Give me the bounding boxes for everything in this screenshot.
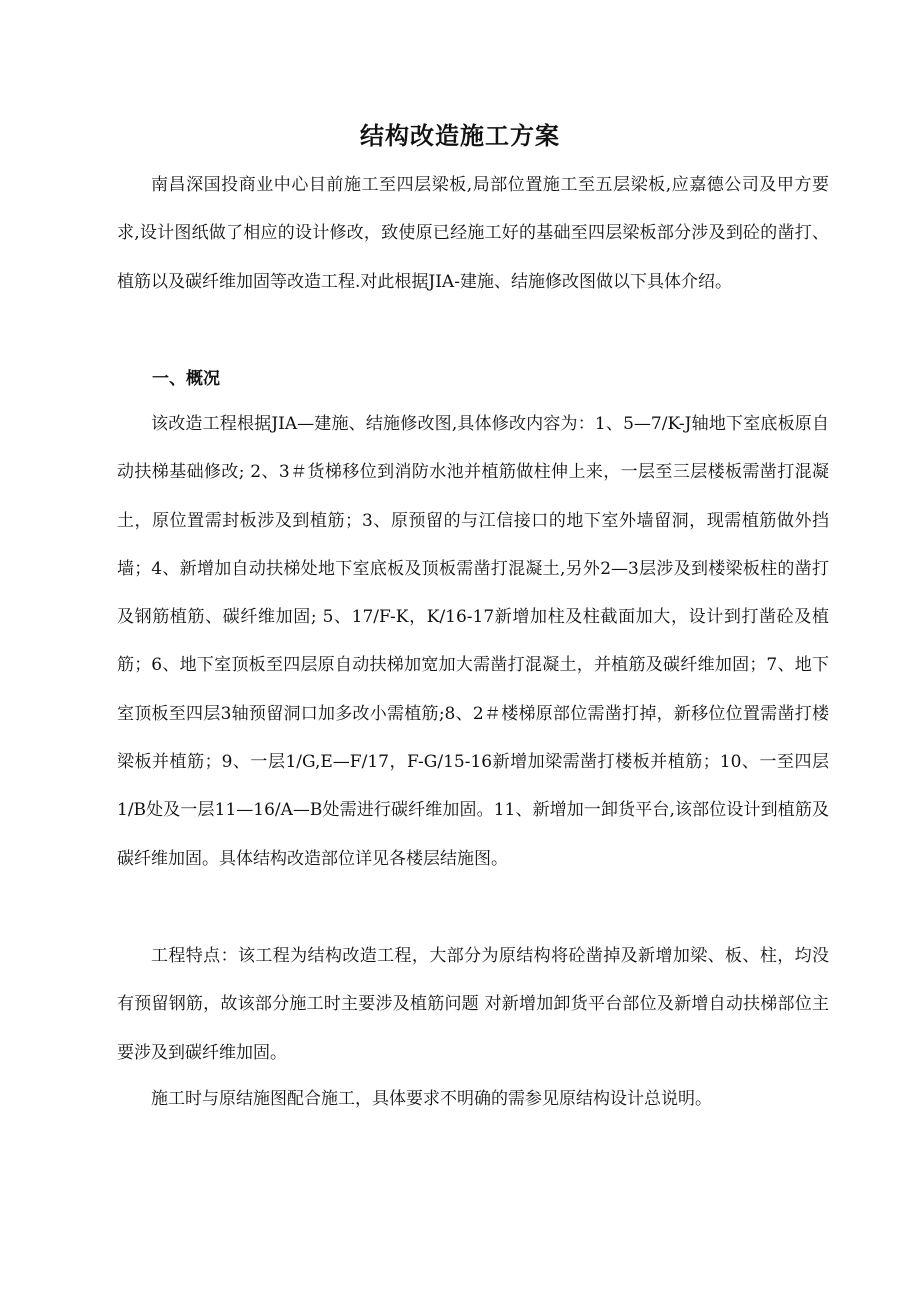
document-title: 结构改造施工方案 [360,121,560,150]
note-paragraph: 施工时与原结施图配合施工，具体要求不明确的需参见原结构设计总说明。 [151,1089,712,1109]
overview-paragraph: 该改造工程根据JIA—建施、结施修改图,具体修改内容为：1、5—7/K-J轴地下室底板原自动扶梯基础修改; 2、3＃货梯移位到消防水池并植筋做柱伸上来，一层至三层楼板需凿打混凝土，原位置需封板涉及到植筋；3、原预留的与江信接口的地下室外墙留洞，现需植筋做外挡墙；4、新增加自动扶梯处地下室底板及顶板需凿打混凝土,另外2—3层涉及到楼梁板柱的凿打及钢筋植筋、碳纤维加固; 5、17/F-K，K/16-17新增加柱及柱截面加大，设计到打凿砼及植筋；6、地下室顶板至四层原自动扶梯加宽加大需凿打混凝土，并植筋及碳纤维加固；7、地下室顶板至四层3轴预留洞口加多改小需植筋;8、2＃楼梯原部位需凿打掉，新移位位置需凿打楼梁板并植筋；9、一层1/G,E—F/17，F-G/15-16新增加梁需凿打楼板并植筋；10、一至四层1/B处及一层11—16/A—B处需进行碳纤维加固。11、新增加一卸货平台,该部位设计到植筋及碳纤维加固。具体结构改造部位详见各楼层结施图。 [117,414,829,869]
section-heading-overview: 一、概况 [152,369,220,389]
intro-paragraph: 南昌深国投商业中心目前施工至四层梁板,局部位置施工至五层梁板,应嘉德公司及甲方要求,设计图纸做了相应的设计修改，致使原已经施工好的基础至四层梁板部分涉及到砼的凿打、植筋以及碳纤维加固等改造工程.对此根据JIA-建施、结施修改图做以下具体介绍。 [117,175,829,292]
features-paragraph: 工程特点：该工程为结构改造工程，大部分为原结构将砼凿掉及新增加梁、板、柱，均没有预留钢筋，故该部分施工时主要涉及植筋问题 对新增加卸货平台部位及新增自动扶梯部位主要涉及到碳纤维加固。 [117,946,829,1063]
